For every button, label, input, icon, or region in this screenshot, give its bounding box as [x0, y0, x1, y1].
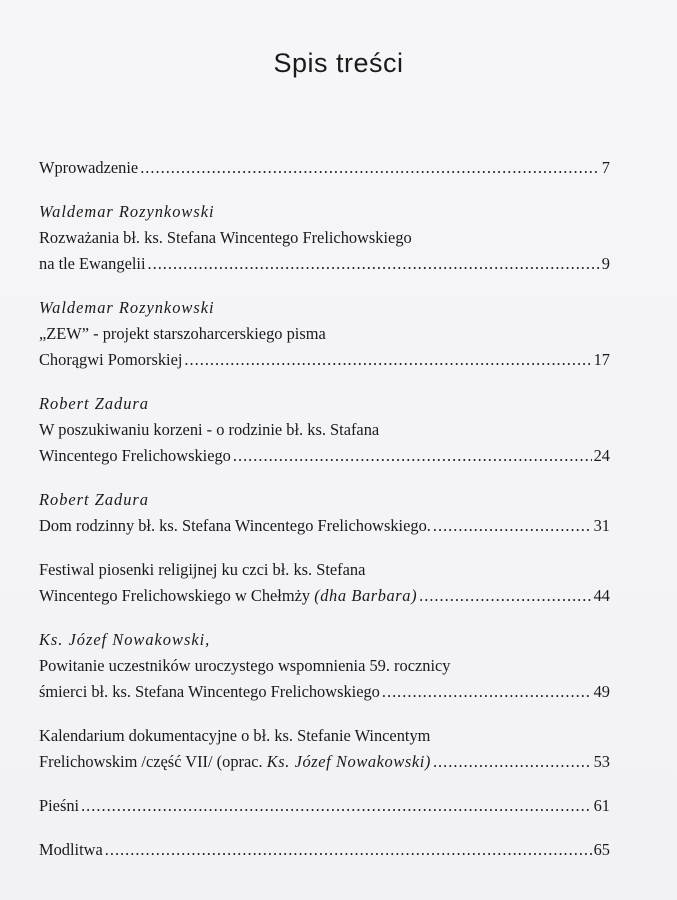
- entry-title-line: Wincentego Frelichowskiego: [39, 446, 231, 465]
- dot-leader: [233, 443, 592, 469]
- entry-author: Robert Zadura: [39, 394, 149, 413]
- dot-leader: [140, 155, 600, 181]
- page-number: 7: [601, 158, 610, 177]
- page-number: 31: [593, 516, 610, 535]
- entry-editor: (dha Barbara): [314, 586, 418, 605]
- entry-title-line: Pieśni: [39, 796, 80, 815]
- dot-leader: [105, 837, 592, 863]
- entry-gap: [39, 539, 610, 557]
- page-title: Spis treści: [273, 48, 404, 78]
- dot-leader: [184, 347, 591, 373]
- toc-entry: [39, 723, 610, 775]
- toc-entry: [39, 487, 610, 539]
- entry-title-line: Kalendarium dokumentacyjne o bł. ks. Stefanie Wincentym: [39, 726, 431, 745]
- page-number: 65: [593, 840, 610, 859]
- entry-last-line: [39, 443, 610, 469]
- table-of-contents: [39, 155, 610, 863]
- entry-last-line: [39, 155, 610, 181]
- entry-gap: [39, 373, 610, 391]
- entry-gap: [39, 705, 610, 723]
- entry-title-line: Powitanie uczestników uroczystego wspomnienia 59. rocznicy: [39, 656, 451, 675]
- page-number: 9: [601, 254, 610, 273]
- entry-last-line: [39, 251, 610, 277]
- entry-title-line: Wprowadzenie: [39, 158, 139, 177]
- entry-last-line: [39, 513, 610, 539]
- entry-gap: [39, 469, 610, 487]
- entry-author: Waldemar Rozynkowski: [39, 298, 215, 317]
- entry-last-line: [39, 583, 610, 609]
- dot-leader: [81, 793, 592, 819]
- toc-entry: [39, 627, 610, 705]
- page-number: 17: [593, 350, 610, 369]
- entry-gap: [39, 775, 610, 793]
- entry-title-line: Modlitwa: [39, 840, 103, 859]
- dot-leader: [148, 251, 600, 277]
- entry-last-line: [39, 793, 610, 819]
- toc-entry: [39, 155, 610, 181]
- entry-last-line: [39, 749, 610, 775]
- entry-author: Ks. Józef Nowakowski,: [39, 630, 211, 649]
- entry-gap: [39, 277, 610, 295]
- toc-entry: [39, 557, 610, 609]
- entry-title-line: Chorągwi Pomorskiej: [39, 350, 183, 369]
- toc-entry: [39, 295, 610, 373]
- toc-entry: [39, 391, 610, 469]
- entry-gap: [39, 819, 610, 837]
- entry-title-line: Wincentego Frelichowskiego w Chełmży (dha Barbara): [39, 586, 418, 605]
- entry-gap: [39, 181, 610, 199]
- entry-last-line: [39, 347, 610, 373]
- page-number: 49: [593, 682, 610, 701]
- entry-title-line: Dom rodzinny bł. ks. Stefana Wincentego Frelichowskiego.: [39, 516, 431, 535]
- entry-last-line: [39, 679, 610, 705]
- entry-editor: Ks. Józef Nowakowski): [266, 752, 431, 771]
- entry-title-line: Festiwal piosenki religijnej ku czci bł. ks. Stefana: [39, 560, 366, 579]
- toc-entry: [39, 793, 610, 819]
- dot-leader: [433, 513, 592, 539]
- entry-last-line: [39, 837, 610, 863]
- entry-title-line: Frelichowskim /część VII/ (oprac. Ks. Józef Nowakowski): [39, 752, 431, 771]
- entry-title-line: „ZEW” - projekt starszoharcerskiego pisma: [39, 324, 326, 343]
- entry-title-line: śmierci bł. ks. Stefana Wincentego Frelichowskiego: [39, 682, 380, 701]
- entry-title-line: W poszukiwaniu korzeni - o rodzinie bł. ks. Stafana: [39, 420, 380, 439]
- entry-title-line: Rozważania bł. ks. Stefana Wincentego Frelichowskiego: [39, 228, 412, 247]
- dot-leader: [419, 583, 591, 609]
- toc-entry: [39, 837, 610, 863]
- page-number: 53: [593, 752, 610, 771]
- entry-author: Waldemar Rozynkowski: [39, 202, 215, 221]
- dot-leader: [433, 749, 592, 775]
- entry-author: Robert Zadura: [39, 490, 149, 509]
- page-number: 61: [593, 796, 610, 815]
- entry-title-line: na tle Ewangelii: [39, 254, 146, 273]
- toc-entry: [39, 199, 610, 277]
- page-number: 44: [593, 586, 610, 605]
- entry-gap: [39, 609, 610, 627]
- dot-leader: [382, 679, 592, 705]
- page-number: 24: [593, 446, 610, 465]
